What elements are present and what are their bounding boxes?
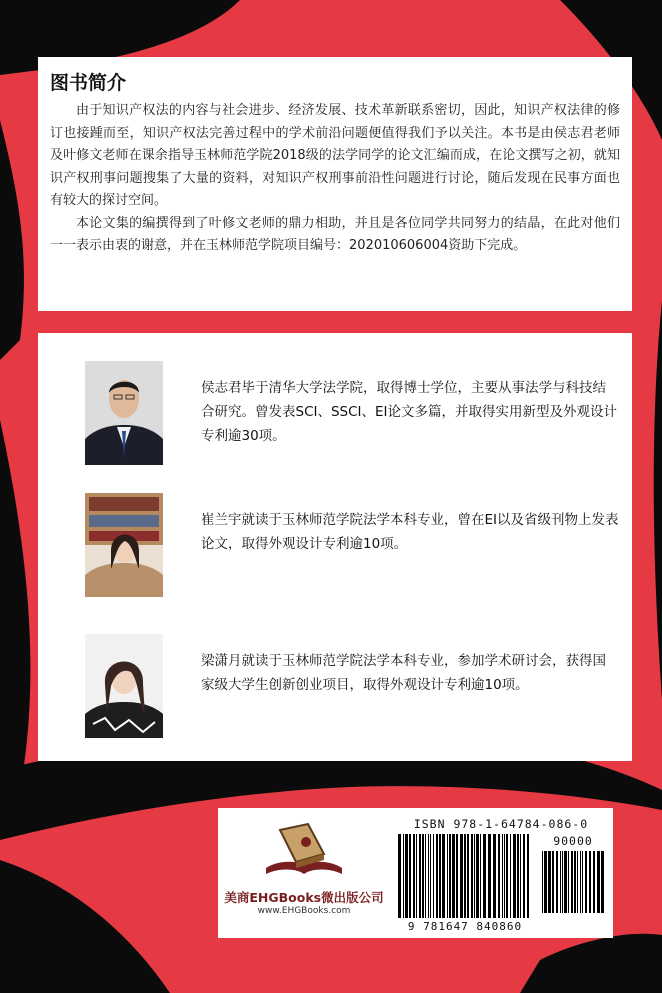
barcode-box [218,808,613,938]
barcode-bar [428,834,429,918]
barcode-bar [582,851,583,913]
barcode-bar [556,851,558,913]
barcode-bar [520,834,521,918]
author-entry [85,493,625,597]
intro-title: 图书简介 [50,72,127,94]
intro-body [50,100,620,258]
barcode-bar [442,834,445,918]
barcode-bar [456,834,458,918]
intro-paragraph: 本论文集的编撰得到了叶修文老师的鼎力相助，并且是各位同学共同努力的结晶，在此对他们一一表示由衷的谢意，并在玉林师范学院项目编号：202010606004资助下完成。 [50,215,620,253]
barcode-bar [464,834,466,918]
barcode-bar [413,834,415,918]
book-intro-panel [38,57,632,311]
barcode-bar [447,834,448,918]
barcode-bar [498,834,500,918]
barcode-bar [398,834,401,918]
barcode-bar [597,851,600,913]
barcode-bar [513,834,516,918]
barcode-bar [504,834,505,918]
barcode-bar [510,834,511,918]
author-photo [85,634,163,738]
barcode-bar [571,851,573,913]
barcode-bar [564,851,567,913]
barcode-bar [436,834,438,918]
barcode-bar [580,851,581,913]
barcode-bar [483,834,486,918]
barcode-bar [593,851,595,913]
author-entry [85,361,625,465]
publisher-url: www.EHGBooks.com [257,906,351,916]
barcode-bar [601,851,604,913]
barcode-bar [449,834,451,918]
barcode-bar [560,851,561,913]
barcode-bar [502,834,503,918]
barcode-bar [474,834,475,918]
barcode-bar [471,834,473,918]
barcode-bar [493,834,496,918]
barcode-bar [574,851,576,913]
price-code: 90000 [553,834,593,848]
barcode-bar [568,851,569,913]
barcode-bar [452,834,455,918]
barcode-bar [430,834,431,918]
book-logo-icon [258,820,348,890]
barcode-bar [589,851,591,913]
barcode-bar [476,834,479,918]
publisher-name: 美商EHGBooks微出版公司 [224,890,384,905]
authors-panel [38,333,632,761]
barcode-bar [544,851,547,913]
barcode-bar [416,834,417,918]
price-barcode [542,851,604,913]
barcode-bar [460,834,463,918]
barcode-bar [409,834,411,918]
author-photo [85,361,163,465]
barcode-bar [552,851,554,913]
author-photo [85,493,163,597]
barcode-bar [527,834,529,918]
barcode-bar [433,834,434,918]
barcode-bar [425,834,426,918]
barcode-bar [403,834,404,918]
barcode-bar [506,834,508,918]
barcode-bar [523,834,525,918]
author-entry [85,634,625,738]
barcode-bar [577,851,578,913]
barcode-bar [405,834,408,918]
isbn-barcode [398,834,530,926]
barcode-bar [439,834,441,918]
barcode-bar [517,834,519,918]
barcode-digits: 9 781647 840860 [407,920,523,933]
barcode-bar [585,851,587,913]
barcode-bar [422,834,424,918]
barcode-bar [480,834,481,918]
barcode-bar [467,834,469,918]
barcode-bar [562,851,563,913]
barcode-bar [542,851,543,913]
barcode-bar [548,851,551,913]
barcode-bar [488,834,491,918]
barcode-bar [419,834,421,918]
author-bio: 梁潇月就读于玉林师范学院法学本科专业，参加学术研讨会，获得国家级大学生创新创业项目，取得外观设计专利逾10项。 [201,653,606,693]
intro-paragraph: 由于知识产权法的内容与社会进步、经济发展、技术革新联系密切，因此，知识产权法律的修订也接踵而至，知识产权法完善过程中的学术前沿问题便值得我们予以关注。本书是由侯志君老师及叶修文老师在课余指导玉林师范学院2018级的法学同学的论文汇编而成，在论文撰写之初，就知识产权刑事问题搜集了大量的资料，对知识产权刑事前沿性问题进行讨论，随后发现在民事方面也有较大的探讨空间。 [50,103,620,208]
author-bio: 崔兰宇就读于玉林师范学院法学本科专业，曾在EI以及省级刊物上发表论文，取得外观设计专利逾10项。 [201,512,619,552]
isbn-text: ISBN 978-1-64784-086-0 [413,817,589,831]
author-bio: 侯志君毕于清华大学法学院，取得博士学位，主要从事法学与科技结合研究。曾发表SCI、SSCI、EI论文多篇，并取得实用新型及外观设计专利逾30项。 [201,380,618,444]
